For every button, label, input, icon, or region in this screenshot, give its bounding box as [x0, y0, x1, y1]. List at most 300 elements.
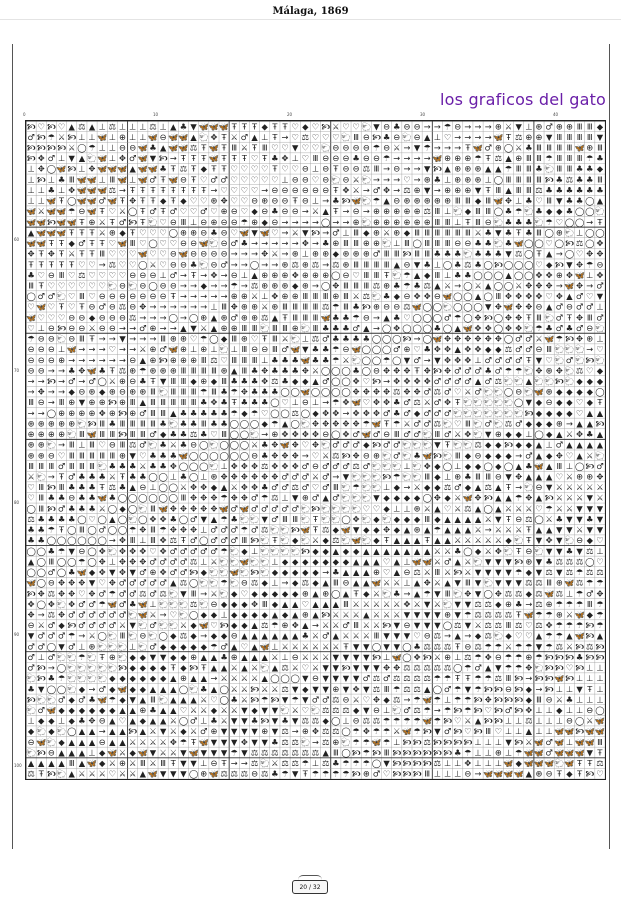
stitch-symbol: ⚖ — [311, 747, 320, 758]
stitch-symbol: ⚖ — [423, 662, 431, 673]
stitch-symbol: ♣ — [159, 163, 167, 174]
stitch-symbol: ⊖ — [505, 683, 512, 694]
stitch-symbol: ◆ — [200, 280, 207, 291]
stitch-symbol: ⚖ — [453, 620, 462, 631]
stitch-symbol: Ⅲ — [79, 460, 85, 471]
stitch-symbol: 🦋 — [300, 354, 311, 365]
stitch-symbol: Ŧ — [272, 131, 278, 142]
stitch-symbol: ⚖ — [260, 768, 269, 779]
stitch-symbol: 🦋 — [168, 344, 179, 355]
stitch-symbol: ⚖ — [484, 598, 492, 609]
stitch-symbol: ▲ — [149, 715, 157, 726]
stitch-symbol: Ⅲ — [312, 312, 319, 323]
stitch-symbol: ⊥ — [383, 704, 391, 715]
stitch-symbol: ♂ — [230, 312, 238, 323]
stitch-symbol: ▼ — [363, 662, 370, 673]
stitch-symbol: ⊕ — [200, 768, 208, 779]
stitch-symbol: Ⅲ — [546, 344, 552, 355]
stitch-symbol: ⊥ — [210, 301, 218, 312]
stitch-symbol: ⚔ — [139, 736, 147, 747]
stitch-symbol: → — [271, 238, 279, 249]
stitch-symbol: ⚔ — [535, 333, 543, 344]
stitch-symbol: Ŧ — [221, 142, 227, 153]
stitch-symbol: ◯ — [67, 195, 77, 206]
stitch-symbol: ◯ — [26, 545, 36, 556]
stitch-symbol: ◆ — [352, 704, 360, 715]
stitch-symbol: ⊖ — [119, 142, 126, 153]
stitch-symbol: ⊥ — [494, 736, 502, 747]
stitch-symbol: ▼ — [190, 121, 197, 132]
stitch-symbol: ♂ — [484, 418, 492, 429]
stitch-symbol: ◯ — [463, 545, 473, 556]
stitch-symbol: ◯ — [341, 513, 351, 524]
stitch-symbol: ⚖ — [332, 694, 340, 705]
stitch-symbol: ⚔ — [291, 704, 299, 715]
stitch-symbol: ◆ — [302, 375, 309, 386]
stitch-symbol: ▲ — [393, 567, 400, 578]
stitch-symbol: ◆ — [210, 630, 218, 641]
stitch-symbol: → — [454, 142, 462, 153]
stitch-symbol: ◆ — [332, 248, 339, 259]
stitch-symbol: ⊖ — [545, 694, 553, 705]
stitch-symbol: ⊖ — [322, 184, 330, 195]
stitch-symbol: ⊕ — [149, 344, 157, 355]
stitch-symbol: ⚔ — [382, 577, 391, 588]
stitch-symbol: ⚔ — [433, 577, 442, 588]
stitch-symbol: ⊕ — [271, 280, 279, 291]
stitch-symbol: ◆ — [525, 439, 532, 450]
stitch-symbol: ♣ — [169, 513, 178, 524]
stitch-symbol: Ŧ — [180, 535, 186, 546]
stitch-symbol: ⚖ — [332, 704, 340, 715]
stitch-symbol: ⊖ — [352, 715, 360, 726]
stitch-symbol: ⚔ — [118, 768, 127, 779]
stitch-symbol: ✥ — [159, 545, 167, 556]
stitch-symbol: 🐑 — [249, 556, 260, 567]
stitch-symbol: ⚔ — [464, 535, 472, 546]
stitch-symbol: ⊕ — [423, 174, 431, 185]
stitch-symbol: 🐑 — [86, 153, 98, 164]
stitch-symbol: ▼ — [363, 651, 370, 662]
stitch-symbol: ✥ — [129, 195, 137, 206]
stitch-symbol: Ⅲ — [424, 248, 431, 259]
stitch-symbol: ⊖ — [68, 322, 76, 333]
stitch-symbol: ♡ — [159, 259, 167, 270]
stitch-symbol: ✥ — [383, 397, 391, 408]
stitch-symbol: ♡ — [545, 238, 553, 249]
stitch-symbol: ☂ — [200, 333, 208, 344]
stitch-symbol: 🐑 — [391, 269, 402, 280]
stitch-symbol: ♣ — [149, 142, 157, 153]
stitch-symbol: ⊥ — [576, 227, 584, 238]
stitch-symbol: ♂ — [403, 407, 411, 418]
stitch-symbol: 🐑 — [137, 641, 148, 652]
stitch-symbol: ⊕ — [362, 238, 370, 249]
stitch-symbol: ▲ — [464, 513, 472, 524]
stitch-symbol: 🙥 — [47, 142, 56, 153]
stitch-symbol: ◯ — [209, 450, 219, 461]
stitch-symbol: ⊕ — [281, 291, 289, 302]
stitch-symbol: ▲ — [312, 375, 319, 386]
stitch-symbol: 🙥 — [585, 354, 595, 365]
stitch-symbol: ✥ — [47, 248, 55, 259]
stitch-symbol: ☂ — [555, 630, 564, 641]
stitch-symbol: ♂ — [169, 567, 178, 578]
stitch-symbol: ♣ — [27, 683, 35, 694]
stitch-symbol: Ⅲ — [515, 184, 522, 195]
stitch-symbol: ◯ — [128, 206, 138, 217]
stitch-symbol: ◯ — [341, 386, 351, 397]
stitch-symbol: → — [190, 301, 198, 312]
stitch-symbol: ⚔ — [382, 227, 391, 238]
stitch-symbol: ⚔ — [443, 567, 452, 578]
stitch-symbol: ⚔ — [423, 397, 431, 408]
stitch-symbol: Ⅲ — [434, 216, 441, 227]
stitch-symbol: ⊥ — [443, 694, 452, 705]
stitch-symbol: ⚖ — [108, 184, 117, 195]
stitch-symbol: ♣ — [37, 513, 45, 524]
stitch-symbol: ⚔ — [565, 471, 574, 482]
stitch-symbol: ▲ — [545, 460, 553, 471]
stitch-symbol: ▲ — [525, 471, 532, 482]
stitch-symbol: 🐑 — [472, 397, 484, 408]
stitch-symbol: ♣ — [545, 556, 553, 567]
stitch-symbol: ⊖ — [261, 344, 269, 355]
stitch-symbol: ▲ — [58, 758, 65, 769]
stitch-symbol: ♣ — [453, 248, 462, 259]
stitch-symbol: ☂ — [514, 492, 523, 503]
stitch-symbol: ◆ — [190, 630, 197, 641]
stitch-symbol: ☂ — [423, 142, 431, 153]
stitch-symbol: ♂ — [88, 620, 96, 631]
stitch-symbol: ♂ — [443, 726, 452, 737]
stitch-symbol: ♡ — [291, 121, 299, 132]
stitch-symbol: Ⅲ — [332, 577, 339, 588]
stitch-symbol: ☂ — [220, 545, 228, 556]
stitch-symbol: ⚔ — [311, 365, 320, 376]
stitch-symbol: ⚖ — [332, 450, 340, 461]
stitch-symbol: ♡ — [413, 344, 421, 355]
stitch-symbol: ⊥ — [108, 153, 116, 164]
stitch-symbol: ⊕ — [586, 142, 594, 153]
stitch-symbol: ✥ — [88, 163, 96, 174]
stitch-symbol: ☂ — [464, 662, 472, 673]
stitch-symbol: Ŧ — [597, 747, 603, 758]
stitch-symbol: ♂ — [311, 492, 320, 503]
stitch-symbol: ♣ — [200, 397, 208, 408]
stitch-symbol: ◯ — [381, 344, 392, 355]
stitch-symbol: ♂ — [67, 375, 76, 386]
stitch-symbol: ◯ — [46, 535, 57, 546]
stitch-symbol: Ⅲ — [231, 142, 238, 153]
stitch-symbol: ◆ — [474, 545, 482, 556]
stitch-symbol: ♂ — [37, 291, 45, 302]
stitch-symbol: ⊖ — [393, 195, 401, 206]
stitch-symbol: ◯ — [331, 429, 341, 440]
stitch-symbol: Ŧ — [272, 535, 278, 546]
stitch-symbol: 🦋 — [554, 673, 565, 684]
stitch-symbol: 🙥 — [311, 503, 320, 514]
stitch-symbol: ♣ — [230, 375, 238, 386]
stitch-symbol: ✥ — [312, 439, 319, 450]
stitch-symbol: 🦋 — [97, 163, 108, 174]
stitch-symbol: ◆ — [180, 662, 187, 673]
stitch-symbol: ✥ — [362, 386, 370, 397]
stitch-symbol: ⚖ — [250, 747, 259, 758]
stitch-symbol: 🦋 — [462, 492, 474, 503]
stitch-symbol: 🐑 — [554, 354, 565, 365]
stitch-symbol: ◆ — [251, 609, 258, 620]
stitch-symbol: 🐑 — [391, 704, 402, 715]
stitch-symbol: ⊥ — [525, 121, 533, 132]
stitch-symbol: ◯ — [249, 418, 260, 429]
stitch-symbol: ⊕ — [535, 121, 543, 132]
stitch-symbol: ☂ — [240, 216, 249, 227]
stitch-symbol: Ⅲ — [150, 418, 156, 429]
stitch-symbol: ♣ — [260, 450, 269, 461]
stitch-symbol: ⚔ — [575, 482, 584, 493]
stitch-symbol: ⚔ — [291, 641, 299, 652]
stitch-symbol: Ⅲ — [434, 567, 441, 578]
stitch-symbol: ◯ — [229, 450, 239, 461]
stitch-symbol: 🙥 — [575, 726, 584, 737]
stitch-symbol: → — [240, 259, 248, 270]
stitch-symbol: ♡ — [362, 375, 371, 386]
stitch-symbol: ♂ — [179, 545, 188, 556]
stitch-symbol: ▲ — [322, 598, 329, 609]
stitch-symbol: ⚔ — [474, 620, 482, 631]
stitch-symbol: ⚖ — [189, 556, 198, 567]
stitch-symbol: Ⅲ — [180, 386, 187, 397]
stitch-symbol: 🐑 — [523, 482, 534, 493]
stitch-symbol: ✥ — [372, 694, 380, 705]
stitch-symbol: 🦋 — [472, 142, 484, 153]
stitch-symbol: ▼ — [292, 142, 299, 153]
stitch-symbol: Ⅲ — [424, 238, 431, 249]
stitch-symbol: ⊕ — [555, 121, 563, 132]
stitch-symbol: ◆ — [485, 450, 492, 461]
stitch-symbol: 🦋 — [208, 153, 220, 164]
stitch-symbol: 🐑 — [452, 588, 463, 599]
stitch-symbol: ▼ — [109, 567, 116, 578]
stitch-symbol: ⚔ — [240, 142, 249, 153]
stitch-symbol: ⊕ — [27, 439, 35, 450]
stitch-symbol: 🐑 — [472, 556, 484, 567]
stitch-symbol: ▼ — [424, 598, 431, 609]
stitch-symbol: ◆ — [545, 429, 553, 440]
stitch-symbol: ◯ — [67, 524, 77, 535]
stitch-symbol: ✥ — [535, 365, 543, 376]
stitch-symbol: 🙥 — [453, 704, 463, 715]
stitch-symbol: ✥ — [383, 386, 391, 397]
stitch-symbol: ⚖ — [413, 683, 421, 694]
stitch-symbol: 🐑 — [350, 354, 362, 365]
stitch-symbol: ⚖ — [189, 429, 198, 440]
stitch-symbol: 🐑 — [127, 280, 138, 291]
stitch-symbol: 🐑 — [483, 397, 494, 408]
stitch-symbol: ⊕ — [129, 386, 137, 397]
stitch-symbol: ◆ — [393, 524, 400, 535]
stitch-symbol: ⊕ — [454, 163, 462, 174]
stitch-symbol: ⊥ — [129, 121, 137, 132]
stitch-symbol: ◆ — [383, 503, 390, 514]
stitch-symbol: Ŧ — [526, 354, 532, 365]
stitch-symbol: Ŧ — [577, 768, 583, 779]
stitch-symbol: ⊕ — [322, 269, 330, 280]
stitch-symbol: ⊖ — [413, 121, 421, 132]
stitch-symbol: ✥ — [555, 365, 563, 376]
stitch-symbol: ⚖ — [484, 630, 492, 641]
stitch-symbol: ♣ — [332, 333, 340, 344]
stitch-symbol: ♣ — [565, 184, 574, 195]
stitch-symbol: ⚖ — [78, 121, 86, 132]
stitch-symbol: ⊕ — [281, 269, 289, 280]
stitch-symbol: ⊖ — [190, 439, 198, 450]
stitch-symbol: 🙥 — [47, 503, 56, 514]
stitch-symbol: ♂ — [220, 259, 228, 270]
stitch-symbol: ◯ — [219, 694, 229, 705]
stitch-symbol: ◯ — [595, 386, 605, 397]
stitch-symbol: ♡ — [149, 227, 157, 238]
stitch-symbol: ◯ — [321, 365, 331, 376]
stitch-symbol: ☂ — [352, 736, 360, 747]
stitch-symbol: ⊥ — [535, 715, 543, 726]
stitch-symbol: ◆ — [159, 641, 167, 652]
stitch-symbol: ♡ — [118, 269, 127, 280]
stitch-symbol: ⊕ — [393, 227, 401, 238]
stitch-symbol: ◆ — [312, 407, 319, 418]
stitch-symbol: ◯ — [483, 460, 493, 471]
stitch-symbol: 🐑 — [330, 503, 341, 514]
stitch-symbol: ◯ — [158, 482, 168, 493]
stitch-symbol: ⚔ — [321, 620, 330, 631]
stitch-symbol: ⊕ — [312, 269, 319, 280]
stitch-symbol: ◯ — [168, 312, 178, 323]
stitch-symbol: Ŧ — [170, 758, 176, 769]
stitch-symbol: ♡ — [382, 768, 391, 779]
stitch-symbol: ♡ — [57, 121, 66, 132]
stitch-symbol: ⊖ — [27, 354, 35, 365]
stitch-symbol: ◆ — [322, 535, 329, 546]
stitch-symbol: ✥ — [433, 344, 441, 355]
stitch-symbol: Ŧ — [282, 312, 288, 323]
stitch-symbol: ⚔ — [67, 142, 76, 153]
stitch-symbol: 🐑 — [279, 704, 291, 715]
stitch-symbol: ⊖ — [78, 545, 86, 556]
stitch-symbol: 🐑 — [574, 344, 585, 355]
stitch-symbol: ▼ — [403, 630, 411, 641]
stitch-symbol: ⊥ — [484, 758, 492, 769]
stitch-symbol: ⊕ — [179, 333, 187, 344]
stitch-symbol: ◆ — [302, 567, 309, 578]
stitch-symbol: 🙥 — [524, 407, 534, 418]
stitch-symbol: ✥ — [332, 407, 340, 418]
stitch-symbol: ⚔ — [250, 662, 259, 673]
stitch-symbol: 🐑 — [56, 651, 67, 662]
stitch-symbol: ☂ — [47, 524, 56, 535]
stitch-symbol: Ŧ — [252, 121, 258, 132]
stitch-symbol: → — [159, 609, 167, 620]
stitch-symbol: → — [190, 291, 198, 302]
stitch-symbol: ◯ — [128, 492, 138, 503]
stitch-symbol: ♣ — [88, 471, 96, 482]
stitch-symbol: ☂ — [332, 354, 340, 365]
stitch-symbol: 🙥 — [341, 662, 351, 673]
stitch-symbol: ♣ — [484, 227, 492, 238]
stitch-symbol: ▲ — [596, 630, 604, 641]
stitch-symbol: 🐑 — [330, 513, 341, 524]
stitch-symbol: ⊖ — [291, 184, 299, 195]
stitch-symbol: ⊕ — [565, 121, 573, 132]
stitch-symbol: ◆ — [292, 375, 299, 386]
stitch-symbol: ▼ — [220, 726, 228, 737]
stitch-symbol: ♡ — [67, 301, 76, 312]
stitch-symbol: ♣ — [464, 471, 472, 482]
stitch-symbol: ▲ — [210, 513, 218, 524]
stitch-symbol: ◆ — [241, 620, 248, 631]
stitch-symbol: ♂ — [596, 460, 604, 471]
stitch-symbol: 🐑 — [554, 758, 565, 769]
stitch-symbol: ◆ — [261, 216, 268, 227]
stitch-symbol: → — [393, 174, 401, 185]
stitch-symbol: ▼ — [576, 545, 583, 556]
stitch-symbol: ✥ — [413, 291, 421, 302]
stitch-symbol: ⚔ — [413, 482, 421, 493]
stitch-symbol: ▲ — [149, 683, 157, 694]
stitch-symbol: 🙥 — [473, 704, 483, 715]
stitch-symbol: ▲ — [68, 736, 75, 747]
stitch-symbol: ⊕ — [383, 280, 391, 291]
stitch-symbol: Ŧ — [384, 418, 390, 429]
stitch-symbol: 🦋 — [198, 238, 209, 249]
stitch-symbol: Ⅲ — [180, 397, 187, 408]
stitch-symbol: ✥ — [484, 651, 492, 662]
stitch-symbol: ✥ — [291, 269, 299, 280]
stitch-symbol: ✥ — [58, 609, 66, 620]
stitch-symbol: ⊥ — [261, 354, 269, 365]
stitch-symbol: 🐑 — [361, 216, 372, 227]
stitch-symbol: 🙥 — [473, 726, 483, 737]
stitch-symbol: 🐑 — [493, 407, 504, 418]
stitch-symbol: ⊕ — [413, 216, 421, 227]
stitch-symbol: ⚔ — [372, 598, 381, 609]
stitch-symbol: Ⅲ — [353, 131, 359, 142]
stitch-symbol: ⚔ — [372, 609, 381, 620]
stitch-symbol: 🙥 — [534, 673, 544, 684]
stitch-symbol: ⚔ — [443, 545, 452, 556]
stitch-symbol: ☂ — [342, 768, 350, 779]
stitch-symbol: ♡ — [596, 768, 604, 779]
stitch-symbol: → — [565, 418, 573, 429]
stitch-symbol: ▼ — [464, 620, 472, 631]
stitch-symbol: ⚖ — [565, 567, 574, 578]
stitch-symbol: ✥ — [301, 429, 309, 440]
stitch-symbol: ⊕ — [179, 227, 187, 238]
stitch-symbol: 🦋 — [533, 747, 545, 758]
stitch-symbol: ♣ — [535, 163, 543, 174]
stitch-symbol: 🦋 — [56, 163, 67, 174]
stitch-symbol: ⚔ — [332, 641, 340, 652]
stitch-symbol: Ⅲ — [536, 174, 542, 185]
stitch-symbol: ◆ — [241, 545, 248, 556]
stitch-symbol: ◆ — [556, 407, 563, 418]
stitch-symbol: Ⅲ — [312, 322, 319, 333]
stitch-symbol: ◆ — [200, 609, 207, 620]
stitch-symbol: 🐑 — [401, 450, 413, 461]
stitch-symbol: ▲ — [271, 630, 279, 641]
stitch-symbol: ⊕ — [210, 726, 218, 737]
stitch-symbol: ♂ — [443, 556, 452, 567]
